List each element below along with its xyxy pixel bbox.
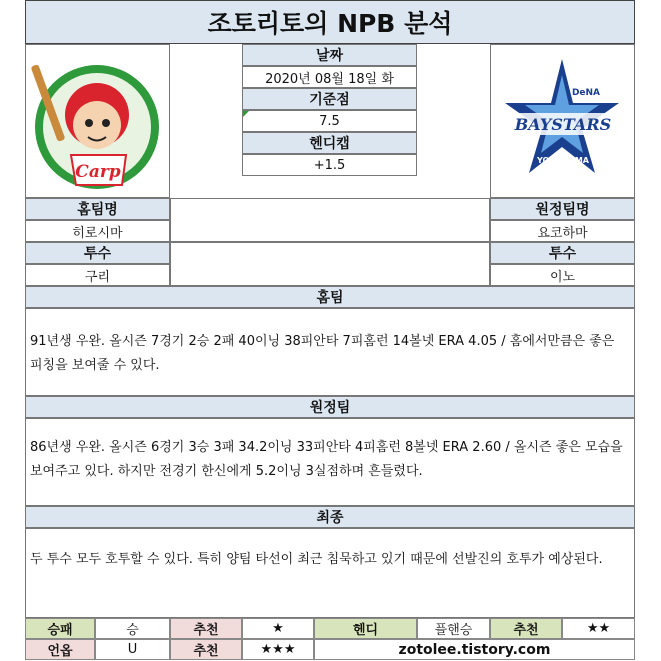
ou-value: U [95, 639, 170, 660]
carp-logo-text: Carp [75, 162, 121, 182]
home-section-header: 홈팀 [25, 286, 635, 308]
middle-blank-top [170, 198, 490, 242]
rec2-label: 추천 [490, 618, 562, 639]
base-label: 기준점 [242, 88, 417, 110]
handicap-value: +1.5 [242, 154, 417, 176]
result-label: 승패 [25, 618, 95, 639]
away-section-text [25, 418, 635, 506]
handi-label: 헨디 [314, 618, 417, 639]
away-name: 요코하마 [490, 220, 635, 242]
home-section-text [25, 308, 635, 396]
rec2-value: ★★ [562, 618, 635, 639]
page-title: 조토리토의 NPB 분석 [25, 0, 635, 44]
away-logo-box [490, 44, 635, 198]
base-value: 7.5 [242, 110, 417, 132]
handicap-label: 헨디캡 [242, 132, 417, 154]
site-link[interactable]: zotolee.tistory.com [314, 639, 635, 660]
rec1-value: ★ [242, 618, 314, 639]
carp-logo [26, 45, 169, 197]
away-pitcher: 이노 [490, 264, 635, 286]
away-name-label: 원정팀명 [490, 198, 635, 220]
baystars-logo-main: BAYSTARS [514, 115, 612, 134]
date-value: 2020년 08월 18일 화 [242, 66, 417, 88]
date-label: 날짜 [242, 44, 417, 66]
result-value: 승 [95, 618, 170, 639]
final-analysis: 두 투수 모두 호투할 수 있다. 특히 양팀 타선이 최근 침묵하고 있기 때문에 선발진의 호투가 예상된다. [30, 552, 603, 567]
cell-marker [243, 111, 249, 117]
home-pitcher-label: 투수 [25, 242, 170, 264]
rec3-label: 추천 [170, 639, 242, 660]
final-section-text [25, 528, 635, 618]
rec3-value: ★★★ [242, 639, 314, 660]
baystars-logo-top: DeNA [571, 88, 601, 98]
handi-value: 플핸승 [417, 618, 490, 639]
home-logo-box [25, 44, 170, 198]
ou-label: 언옵 [25, 639, 95, 660]
rec1-label: 추천 [170, 618, 242, 639]
middle-blank-bottom [170, 242, 490, 286]
baystars-logo-sub: YOKOHAMA [537, 156, 589, 165]
home-name-label: 홈팀명 [25, 198, 170, 220]
home-name: 히로시마 [25, 220, 170, 242]
baystars-logo [491, 45, 634, 197]
away-section-header: 원정팀 [25, 396, 635, 418]
home-analysis: 91년생 우완. 올시즌 7경기 2승 2패 40이닝 38피안타 7피홈런 14볼넷 ERA 4.05 / 홈에서만큼은 좋은 피칭을 보여줄 수 있다. [30, 334, 615, 373]
away-analysis: 86년생 우완. 올시즌 6경기 3승 3패 34.2이닝 33피안타 4피홈런 8볼넷 ERA 2.60 / 올시즌 좋은 모습을 보여주고 있다. 하지만 전경기 한신에게 5.2이닝 3실점하며 흔들렸다. [30, 440, 623, 479]
final-section-header: 최종 [25, 506, 635, 528]
away-pitcher-label: 투수 [490, 242, 635, 264]
home-pitcher: 구리 [25, 264, 170, 286]
